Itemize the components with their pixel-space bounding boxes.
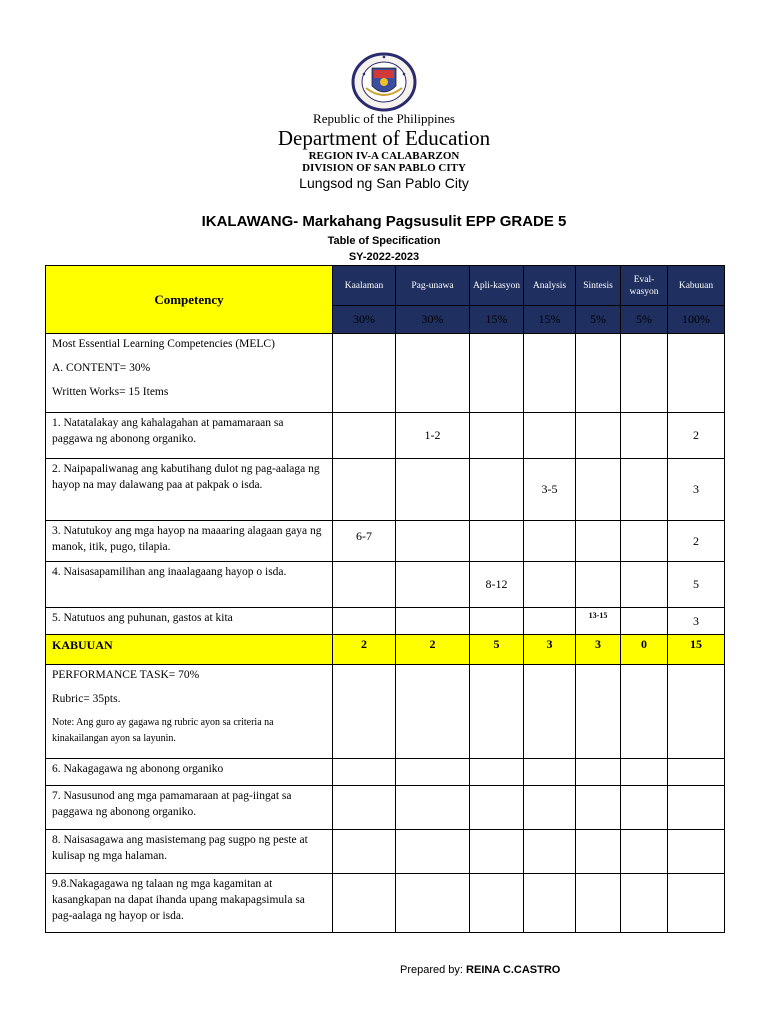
level-header: Kaalaman bbox=[333, 266, 396, 306]
value-cell bbox=[396, 521, 470, 562]
melc-intro-row bbox=[46, 334, 725, 413]
note-text: Note: Ang guro ay gagawa ng rubric ayon sa criteria na kinakailangan ayon sa layunin. bbox=[52, 717, 274, 744]
value-cell: 5 bbox=[668, 562, 725, 608]
level-percent: 100% bbox=[668, 306, 725, 334]
performance-task-line: PERFORMANCE TASK= 70% bbox=[52, 669, 200, 681]
value-cell bbox=[524, 608, 576, 635]
value-cell bbox=[621, 459, 668, 521]
value-cell bbox=[470, 608, 524, 635]
prepared-by bbox=[400, 964, 560, 976]
kabuuan-value: 15 bbox=[668, 635, 725, 665]
value-cell bbox=[621, 413, 668, 459]
level-header-row bbox=[46, 266, 725, 306]
table-row bbox=[46, 608, 725, 635]
value-cell: 1-2 bbox=[396, 413, 470, 459]
document-title: IKALAWANG- Markahang Pagsusulit EPP GRADE 5 bbox=[201, 213, 567, 230]
level-percent: 30% bbox=[333, 306, 396, 334]
region-line: REGION IV-A CALABARZON bbox=[308, 150, 460, 162]
value-cell: 3 bbox=[668, 459, 725, 521]
value-cell bbox=[396, 608, 470, 635]
table-row bbox=[46, 521, 725, 562]
value-cell bbox=[333, 413, 396, 459]
value-cell: 3-5 bbox=[524, 459, 576, 521]
value-cell bbox=[621, 521, 668, 562]
table-row bbox=[46, 874, 725, 933]
level-percent: 30% bbox=[396, 306, 470, 334]
kabuuan-row bbox=[46, 635, 725, 665]
value-cell bbox=[470, 459, 524, 521]
competency-cell: 5. Natutuos ang puhunan, gastos at kita bbox=[46, 608, 333, 635]
value-cell bbox=[576, 459, 621, 521]
level-header: Apli-kasyon bbox=[470, 266, 524, 306]
kabuuan-value: 2 bbox=[396, 635, 470, 665]
table-row bbox=[46, 413, 725, 459]
melc-line: Most Essential Learning Competencies (MELC) bbox=[52, 338, 275, 350]
table-row bbox=[46, 759, 725, 786]
written-works-line: Written Works= 15 Items bbox=[52, 386, 169, 398]
competency-cell: 2. Naipapaliwanag ang kabutihang dulot ng pag-aalaga ng hayop na may dalawang paa at pakpak o isda. bbox=[46, 459, 333, 521]
competency-cell: 7. Nasusunod ang mga pamamaraan at pag-iingat sa paggawa ng abonong organiko. bbox=[46, 786, 333, 830]
school-year: SY-2022-2023 bbox=[348, 251, 420, 263]
specification-table bbox=[45, 265, 725, 933]
value-cell bbox=[470, 521, 524, 562]
value-cell bbox=[621, 562, 668, 608]
value-cell: 2 bbox=[668, 413, 725, 459]
kabuuan-value: 3 bbox=[576, 635, 621, 665]
deped-seal-logo bbox=[350, 52, 418, 112]
value-cell bbox=[333, 459, 396, 521]
value-cell bbox=[333, 608, 396, 635]
kabuuan-value: 3 bbox=[524, 635, 576, 665]
value-cell: 2 bbox=[668, 521, 725, 562]
document-subtitle: Table of Specification bbox=[327, 235, 441, 247]
value-cell: 6-7 bbox=[333, 521, 396, 562]
level-percent: 15% bbox=[524, 306, 576, 334]
division-line: DIVISION OF SAN PABLO CITY bbox=[302, 162, 466, 174]
level-header: Sintesis bbox=[576, 266, 621, 306]
level-percent: 5% bbox=[621, 306, 668, 334]
value-cell bbox=[524, 413, 576, 459]
value-cell bbox=[576, 562, 621, 608]
level-header: Pag-unawa bbox=[396, 266, 470, 306]
competency-cell: 9.8.Nakagagawa ng talaan ng mga kagamitan at kasangkapan na dapat ihanda upang makapagsimula sa pag-aalaga ng hayop or isda. bbox=[46, 874, 333, 933]
level-percent: 15% bbox=[470, 306, 524, 334]
level-header: Eval-wasyon bbox=[621, 266, 668, 306]
value-cell bbox=[524, 521, 576, 562]
value-cell bbox=[470, 413, 524, 459]
table-row bbox=[46, 830, 725, 874]
value-cell bbox=[576, 521, 621, 562]
kabuuan-value: 5 bbox=[470, 635, 524, 665]
value-cell bbox=[524, 562, 576, 608]
competency-cell: 8. Naisasagawa ang masistemang pag sugpo ng peste at kulisap ng mga halaman. bbox=[46, 830, 333, 874]
table-row bbox=[46, 562, 725, 608]
level-percent: 5% bbox=[576, 306, 621, 334]
value-cell: 13-15 bbox=[576, 608, 621, 635]
kabuuan-label: KABUUAN bbox=[46, 635, 333, 665]
competency-cell: 1. Natatalakay ang kahalagahan at pamamaraan sa paggawa ng abonong organiko. bbox=[46, 413, 333, 459]
table-row bbox=[46, 786, 725, 830]
melc-intro-cell bbox=[46, 334, 333, 413]
republic-line: Republic of the Philippines bbox=[313, 111, 455, 126]
competency-cell: 3. Natutukoy ang mga hayop na maaaring alagaan gaya ng manok, itik, pugo, tilapia. bbox=[46, 521, 333, 562]
value-cell bbox=[333, 562, 396, 608]
value-cell: 3 bbox=[668, 608, 725, 635]
competency-header: Competency bbox=[46, 266, 333, 334]
content-line: A. CONTENT= 30% bbox=[52, 362, 151, 374]
performance-intro-row bbox=[46, 665, 725, 759]
prepared-by-name: REINA C.CASTRO bbox=[466, 964, 561, 976]
department-name: Department of Education bbox=[277, 126, 491, 150]
kabuuan-value: 2 bbox=[333, 635, 396, 665]
level-header: Kabuuan bbox=[668, 266, 725, 306]
performance-intro-cell bbox=[46, 665, 333, 759]
kabuuan-value: 0 bbox=[621, 635, 668, 665]
value-cell: 8-12 bbox=[470, 562, 524, 608]
table-row bbox=[46, 459, 725, 521]
value-cell bbox=[621, 608, 668, 635]
city-line: Lungsod ng San Pablo City bbox=[299, 175, 469, 191]
level-header: Analysis bbox=[524, 266, 576, 306]
value-cell bbox=[576, 413, 621, 459]
prepared-by-label: Prepared by: bbox=[400, 964, 463, 976]
competency-cell: 6. Nakagagawa ng abonong organiko bbox=[46, 759, 333, 786]
rubric-line: Rubric= 35pts. bbox=[52, 693, 121, 705]
competency-cell: 4. Naisasapamilihan ang inaalagaang hayop o isda. bbox=[46, 562, 333, 608]
value-cell bbox=[396, 459, 470, 521]
value-cell bbox=[396, 562, 470, 608]
